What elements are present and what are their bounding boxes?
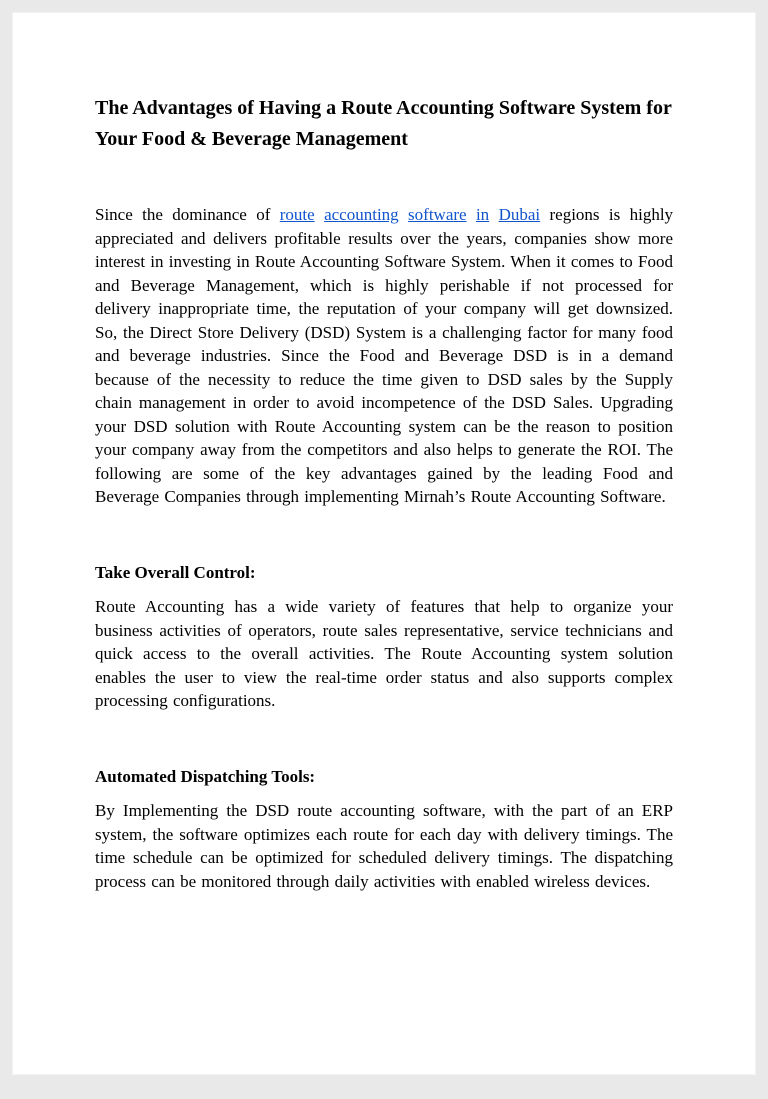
link-dubai[interactable]: Dubai — [498, 205, 541, 224]
document-title: The Advantages of Having a Route Accounting Software System for Your Food & Beverage Management — [95, 97, 672, 150]
section-heading-automated-dispatching-tools: Automated Dispatching Tools: — [95, 766, 316, 786]
section-heading-take-overall-control: Take Overall Control: — [95, 562, 256, 582]
document-page — [12, 12, 756, 1075]
intro-paragraph — [95, 203, 673, 509]
link-accounting[interactable]: accounting — [324, 205, 399, 224]
link-route[interactable]: route — [279, 205, 315, 224]
link-software[interactable]: software — [408, 205, 467, 224]
link-in[interactable]: in — [475, 205, 490, 224]
section-take-overall-control — [95, 561, 673, 713]
intro-paragraph-pre: Since the dominance of — [95, 205, 271, 224]
section-paragraph-automated-dispatching-tools: By Implementing the DSD route accounting software, with the part of an ERP system, the software optimizes each route for each day with delivery timings. The time schedule can be optimized for scheduled delivery timings. The dispatching process can be monitored through daily activities with enabled wireless devices. — [95, 801, 673, 891]
section-automated-dispatching-tools — [95, 765, 673, 894]
section-paragraph-take-overall-control: Route Accounting has a wide variety of features that help to organize your business activities of operators, route sales representative, service technicians and quick access to the overall activities. The Route Accounting system solution enables the user to view the real-time order status and also supports complex processing configurations. — [95, 597, 673, 710]
intro-paragraph-post: regions is highly appreciated and delivers profitable results over the years, companies show more interest in investing in Route Accounting Software System. When it comes to Food and Beverage Management, which is highly perishable if not processed for delivery inappropriate time, the reputation of your company will get downsized. So, the Direct Store Delivery (DSD) System is a challenging factor for many food and beverage industries. Since the Food and Beverage DSD is in a demand because of the necessity to reduce the time given to DSD sales by the Supply chain management in order to avoid incompetence of the DSD Sales. Upgrading your DSD solution with Route Accounting system can be the reason to position your company away from the competitors and also helps to generate the ROI. The following are some of the key advantages gained by the leading Food and Beverage Companies through implementing Mirnah’s Route Accounting Software. — [95, 205, 674, 506]
